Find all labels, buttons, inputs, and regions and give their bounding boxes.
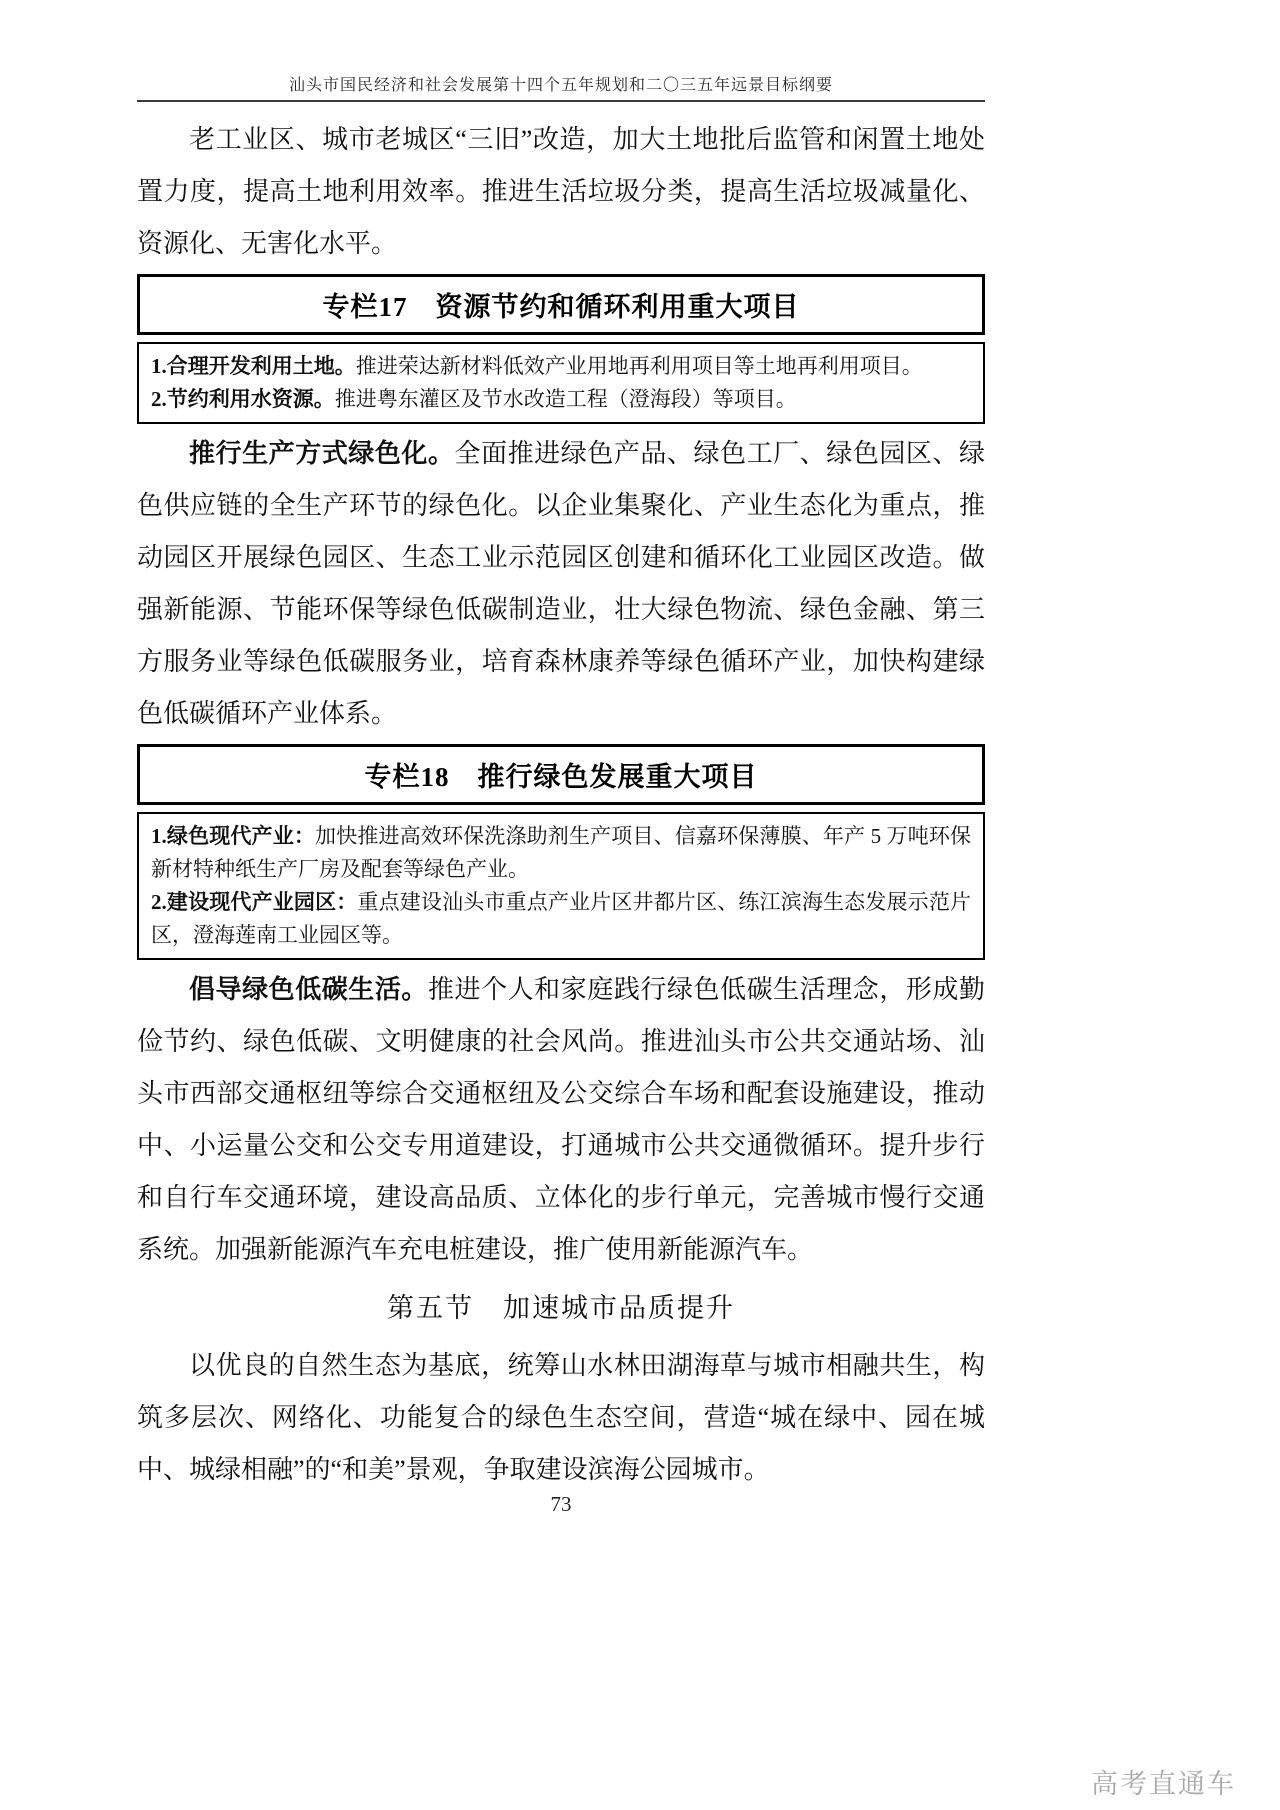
item-label: 1.合理开发利用土地。 (151, 354, 356, 378)
feature-box-18-body (137, 812, 985, 960)
feature-box-18 (137, 744, 985, 960)
item-label: 2.节约利用水资源。 (151, 387, 335, 411)
item-label: 2.建设现代产业园区： (151, 890, 358, 914)
header-divider (137, 100, 985, 102)
paragraph-green-lifestyle (137, 964, 985, 1276)
feature-box-18-item-1 (151, 820, 971, 886)
feature-box-17-body (137, 342, 985, 424)
running-header: 汕头市国民经济和社会发展第十四个五年规划和二〇三五年远景目标纲要 (288, 77, 833, 94)
paragraph-land-use: 老工业区、城市老城区“三旧”改造，加大土地批后监管和闲置土地处置力度，提高土地利用效率。推进生活垃圾分类，提高生活垃圾减量化、资源化、无害化水平。 (137, 125, 985, 258)
paragraph-lead: 推行生产方式绿色化。 (189, 439, 455, 468)
paragraph-body-text: 全面推进绿色产品、绿色工厂、绿色园区、绿色供应链的全生产环节的绿色化。以企业集聚化、产业生态化为重点，推动园区开展绿色园区、生态工业示范园区创建和循环化工业园区改造。做强新能源、节能环保等绿色低碳制造业，壮大绿色物流、绿色金融、第三方服务业等绿色低碳服务业，培育森林康养等绿色循环产业，加快构建绿色低碳循环产业体系。 (137, 439, 985, 728)
item-text: 推进粤东灌区及节水改造工程（澄海段）等项目。 (334, 387, 797, 411)
item-text: 推进荣达新材料低效产业用地再利用项目等土地再利用项目。 (355, 354, 923, 378)
paragraph-green-production (137, 428, 985, 740)
item-label: 1.绿色现代产业： (151, 824, 316, 848)
section-heading-5: 第五节 加速城市品质提升 (387, 1293, 735, 1323)
paragraph-city-quality: 以优良的自然生态为基底，统筹山水林田湖海草与城市相融共生，构筑多层次、网络化、功能复合的绿色生态空间，营造“城在绿中、园在城中、城绿相融”的“和美”景观，争取建设滨海公园城市。 (137, 1351, 985, 1484)
feature-box-18-title: 专栏18 推行绿色发展重大项目 (137, 744, 985, 805)
paragraph-body-text: 推进个人和家庭践行绿色低碳生活理念，形成勤俭节约、绿色低碳、文明健康的社会风尚。推进汕头市公共交通站场、汕头市西部交通枢纽等综合交通枢纽及公交综合车场和配套设施建设，推动中、小运量公交和公交专用道建设，打通城市公共交通微循环。提升步行和自行车交通环境，建设高品质、立体化的步行单元，完善城市慢行交通系统。加强新能源汽车充电桩建设，推广使用新能源汽车。 (137, 975, 985, 1264)
feature-box-18-item-2 (151, 886, 971, 952)
page-number: 73 (550, 1492, 572, 1516)
item-text: 重点建设汕头市重点产业片区井都片区、练江滨海生态发展示范片区，澄海莲南工业园区等。 (151, 890, 972, 947)
feature-box-17-item-1 (151, 350, 971, 383)
page-content (137, 114, 985, 1496)
feature-box-17 (137, 274, 985, 424)
feature-box-17-item-2 (151, 383, 971, 416)
paragraph-lead: 倡导绿色低碳生活。 (189, 975, 428, 1004)
feature-box-17-title: 专栏17 资源节约和循环利用重大项目 (137, 274, 985, 335)
item-text: 加快推进高效环保洗涤助剂生产项目、信嘉环保薄膜、年产 5 万吨环保新材特种纸生产厂房及配套等绿色产业。 (151, 824, 972, 881)
watermark-text: 高考直通车 (1091, 1769, 1236, 1799)
